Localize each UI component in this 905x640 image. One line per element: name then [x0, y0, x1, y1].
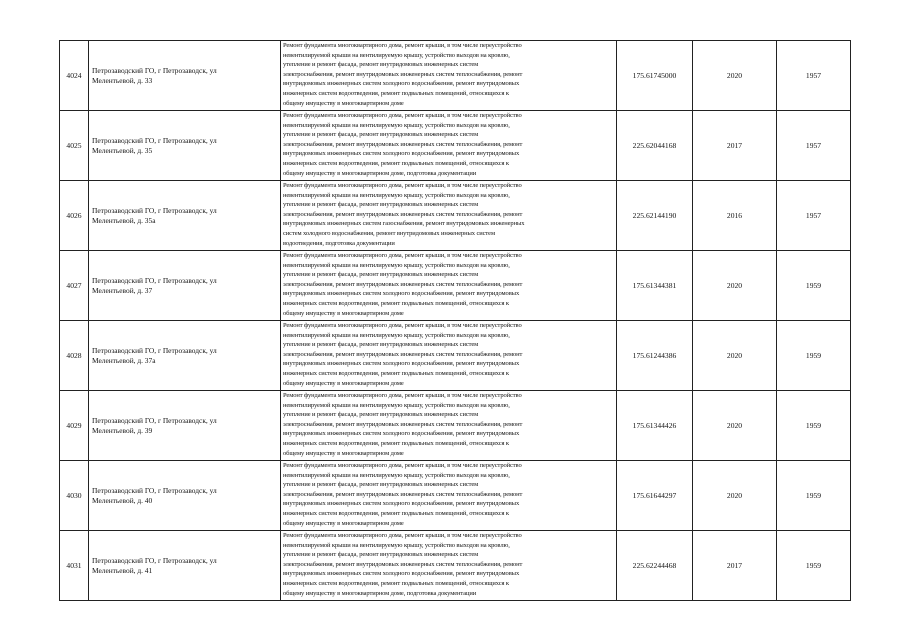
built-year-cell: 1959 — [777, 461, 851, 531]
address-line: Мелентьевой, д. 40 — [92, 495, 153, 505]
works-line: инженерных систем водоотведения, ремонт подвальных помещений, относящихся к — [283, 579, 509, 587]
built-year-cell: 1957 — [777, 181, 851, 251]
row-number: 4026 — [60, 181, 89, 251]
works-line: утепление и ремонт фасада, ремонт внутридомовых инженерных систем — [283, 201, 479, 209]
works-line: невентилируемой крыши на вентилируемую крышу, устройство выходов на кровлю, — [283, 51, 510, 59]
table-row — [60, 111, 851, 181]
works-line: внутридомовых инженерных систем холодного водоснабжения, ремонт внутридомовых — [283, 430, 520, 438]
works-description-cell — [281, 251, 617, 321]
works-line: общему имуществу в многоквартирном доме, подготовка документации — [283, 169, 477, 177]
works-line: утепление и ремонт фасада, ремонт внутридомовых инженерных систем — [283, 551, 479, 559]
planned-year-cell: 2020 — [693, 321, 777, 391]
works-line: внутридомовых инженерных систем холодного водоснабжения, ремонт внутридомовых — [283, 80, 520, 88]
works-description-cell — [281, 111, 617, 181]
works-line: общему имуществу в многоквартирном доме — [283, 309, 404, 317]
works-line: Ремонт фундамента многоквартирного дома, ремонт крыши, в том числе переустройство — [283, 462, 522, 469]
address-line: Мелентьевой, д. 37а — [92, 355, 156, 365]
works-line: утепление и ремонт фасада, ремонт внутридомовых инженерных систем — [283, 481, 479, 489]
works-description-cell — [281, 461, 617, 531]
cost-cell: 175.61344426 — [617, 391, 693, 461]
table-row — [60, 181, 851, 251]
address-line: Мелентьевой, д. 35 — [92, 145, 153, 155]
document-page — [59, 40, 850, 601]
address-line: Мелентьевой, д. 37 — [92, 285, 153, 295]
works-line: невентилируемой крыши на вентилируемую крышу, устройство выходов на кровлю, — [283, 401, 510, 409]
address-cell — [89, 41, 281, 111]
works-line: электроснабжения, ремонт внутридомовых инженерных систем теплоснабжения, ремонт — [283, 140, 523, 148]
planned-year-cell: 2016 — [693, 181, 777, 251]
works-line: невентилируемой крыши на вентилируемую крышу, устройство выходов на кровлю, — [283, 121, 510, 129]
built-year-cell: 1957 — [777, 111, 851, 181]
row-number: 4027 — [60, 251, 89, 321]
works-line: инженерных систем водоотведения, ремонт подвальных помещений, относящихся к — [283, 439, 509, 447]
works-line: утепление и ремонт фасада, ремонт внутридомовых инженерных систем — [283, 131, 479, 139]
works-line: внутридомовых инженерных систем холодного водоснабжения, ремонт внутридомовых — [283, 290, 520, 298]
works-line: невентилируемой крыши на вентилируемую крышу, устройство выходов на кровлю, — [283, 541, 510, 549]
built-year-cell: 1959 — [777, 391, 851, 461]
cost-cell: 175.61244386 — [617, 321, 693, 391]
works-description-cell — [281, 321, 617, 391]
works-line: инженерных систем водоотведения, ремонт подвальных помещений, относящихся к — [283, 299, 509, 307]
address-line: Петрозаводский ГО, г Петрозаводск, ул — [92, 485, 217, 495]
address-line: Мелентьевой, д. 39 — [92, 425, 153, 435]
table-row — [60, 461, 851, 531]
planned-year-cell: 2017 — [693, 111, 777, 181]
cost-cell: 225.62244468 — [617, 531, 693, 601]
planned-year-cell: 2017 — [693, 531, 777, 601]
works-line: утепление и ремонт фасада, ремонт внутридомовых инженерных систем — [283, 411, 479, 419]
works-line: общему имуществу в многоквартирном доме — [283, 379, 404, 387]
cost-cell: 175.61745000 — [617, 41, 693, 111]
works-line: невентилируемой крыши на вентилируемую крышу, устройство выходов на кровлю, — [283, 261, 510, 269]
works-line: невентилируемой крыши на вентилируемую крышу, устройство выходов на кровлю, — [283, 331, 510, 339]
address-line: Мелентьевой, д. 35а — [92, 215, 156, 225]
table-row — [60, 531, 851, 601]
row-number: 4024 — [60, 41, 89, 111]
planned-year-cell: 2020 — [693, 461, 777, 531]
works-line: общему имуществу в многоквартирном доме — [283, 449, 404, 457]
row-number: 4025 — [60, 111, 89, 181]
works-line: внутридомовых инженерных систем холодного водоснабжения, ремонт внутридомовых — [283, 150, 520, 158]
works-line: электроснабжения, ремонт внутридомовых инженерных систем теплоснабжения, ремонт — [283, 560, 523, 568]
table-row — [60, 251, 851, 321]
address-cell — [89, 391, 281, 461]
address-cell — [89, 111, 281, 181]
built-year-cell: 1957 — [777, 41, 851, 111]
works-line: Ремонт фундамента многоквартирного дома, ремонт крыши, в том числе переустройство — [283, 392, 522, 399]
table-body — [60, 41, 851, 601]
planned-year-cell: 2020 — [693, 41, 777, 111]
works-line: Ремонт фундамента многоквартирного дома, ремонт крыши, в том числе переустройство — [283, 532, 522, 539]
row-number: 4029 — [60, 391, 89, 461]
built-year-cell: 1959 — [777, 531, 851, 601]
works-line: внутридомовых инженерных систем холодного водоснабжения, ремонт внутридомовых — [283, 500, 520, 508]
address-line: Петрозаводский ГО, г Петрозаводск, ул — [92, 275, 217, 285]
table-row — [60, 41, 851, 111]
works-description-cell — [281, 181, 617, 251]
works-line: Ремонт фундамента многоквартирного дома, ремонт крыши, в том числе переустройство — [283, 322, 522, 329]
address-line: Петрозаводский ГО, г Петрозаводск, ул — [92, 415, 217, 425]
cost-cell: 175.61344381 — [617, 251, 693, 321]
works-line: Ремонт фундамента многоквартирного дома, ремонт крыши, в том числе переустройство — [283, 42, 522, 49]
address-cell — [89, 181, 281, 251]
works-description-cell — [281, 41, 617, 111]
planned-year-cell: 2020 — [693, 391, 777, 461]
built-year-cell: 1959 — [777, 321, 851, 391]
works-line: внутридомовых инженерных систем холодного водоснабжения, ремонт внутридомовых — [283, 360, 520, 368]
built-year-cell: 1959 — [777, 251, 851, 321]
works-line: инженерных систем водоотведения, ремонт подвальных помещений, относящихся к — [283, 89, 509, 97]
cost-cell: 225.62144190 — [617, 181, 693, 251]
planned-year-cell: 2020 — [693, 251, 777, 321]
address-cell — [89, 531, 281, 601]
address-line: Петрозаводский ГО, г Петрозаводск, ул — [92, 65, 217, 75]
address-line: Петрозаводский ГО, г Петрозаводск, ул — [92, 345, 217, 355]
address-cell — [89, 321, 281, 391]
table-row — [60, 391, 851, 461]
works-line: электроснабжения, ремонт внутридомовых инженерных систем теплоснабжения, ремонт — [283, 210, 523, 218]
works-line: внутридомовых инженерных систем холодного водоснабжения, ремонт внутридомовых — [283, 570, 520, 578]
works-line: внутридомовых инженерных систем газоснабжения, ремонт внутридомовых инженерных — [283, 220, 525, 228]
address-line: Петрозаводский ГО, г Петрозаводск, ул — [92, 205, 217, 215]
repair-program-table — [59, 40, 851, 601]
works-description-cell — [281, 531, 617, 601]
works-line: Ремонт фундамента многоквартирного дома, ремонт крыши, в том числе переустройство — [283, 182, 522, 189]
address-line: Мелентьевой, д. 41 — [92, 565, 153, 575]
row-number: 4028 — [60, 321, 89, 391]
works-line: инженерных систем водоотведения, ремонт подвальных помещений, относящихся к — [283, 159, 509, 167]
works-line: общему имуществу в многоквартирном доме, подготовка документации — [283, 589, 477, 597]
works-line: утепление и ремонт фасада, ремонт внутридомовых инженерных систем — [283, 61, 479, 69]
address-line: Петрозаводский ГО, г Петрозаводск, ул — [92, 555, 217, 565]
works-line: электроснабжения, ремонт внутридомовых инженерных систем теплоснабжения, ремонт — [283, 490, 523, 498]
cost-cell: 225.62044168 — [617, 111, 693, 181]
row-number: 4031 — [60, 531, 89, 601]
works-description-cell — [281, 391, 617, 461]
works-line: электроснабжения, ремонт внутридомовых инженерных систем теплоснабжения, ремонт — [283, 280, 523, 288]
address-line: Петрозаводский ГО, г Петрозаводск, ул — [92, 135, 217, 145]
address-cell — [89, 461, 281, 531]
works-line: инженерных систем водоотведения, ремонт подвальных помещений, относящихся к — [283, 369, 509, 377]
address-line: Мелентьевой, д. 33 — [92, 75, 153, 85]
works-line: электроснабжения, ремонт внутридомовых инженерных систем теплоснабжения, ремонт — [283, 70, 523, 78]
works-line: Ремонт фундамента многоквартирного дома, ремонт крыши, в том числе переустройство — [283, 112, 522, 119]
works-line: инженерных систем водоотведения, ремонт подвальных помещений, относящихся к — [283, 509, 509, 517]
works-line: Ремонт фундамента многоквартирного дома, ремонт крыши, в том числе переустройство — [283, 252, 522, 259]
works-line: общему имуществу в многоквартирном доме — [283, 519, 404, 527]
row-number: 4030 — [60, 461, 89, 531]
address-cell — [89, 251, 281, 321]
works-line: систем холодного водоснабжения, ремонт внутридомовых инженерных систем — [283, 229, 495, 237]
table-row — [60, 321, 851, 391]
works-line: водоотведения, подготовка документации — [283, 239, 395, 247]
works-line: невентилируемой крыши на вентилируемую крышу, устройство выходов на кровлю, — [283, 471, 510, 479]
cost-cell: 175.61644297 — [617, 461, 693, 531]
works-line: утепление и ремонт фасада, ремонт внутридомовых инженерных систем — [283, 271, 479, 279]
works-line: электроснабжения, ремонт внутридомовых инженерных систем теплоснабжения, ремонт — [283, 350, 523, 358]
works-line: утепление и ремонт фасада, ремонт внутридомовых инженерных систем — [283, 341, 479, 349]
works-line: невентилируемой крыши на вентилируемую крышу, устройство выходов на кровлю, — [283, 191, 510, 199]
works-line: электроснабжения, ремонт внутридомовых инженерных систем теплоснабжения, ремонт — [283, 420, 523, 428]
works-line: общему имуществу в многоквартирном доме — [283, 99, 404, 107]
